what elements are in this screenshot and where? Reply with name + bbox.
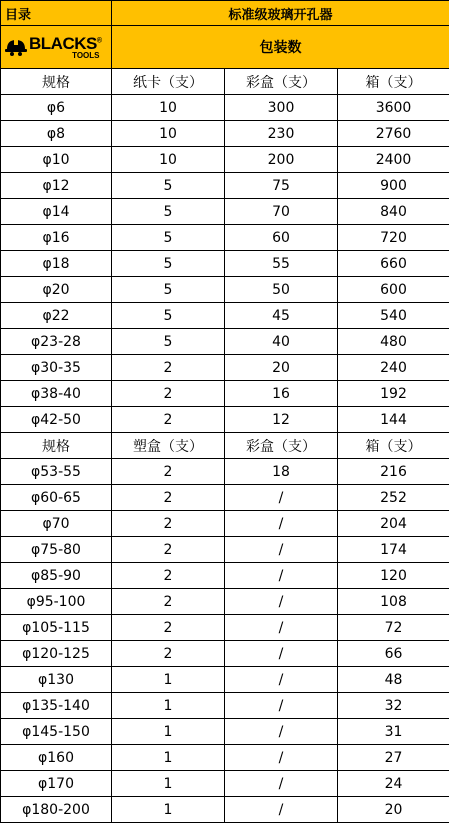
table-cell: 108	[338, 589, 449, 615]
table-cell: 20	[338, 797, 449, 823]
table-row	[1, 225, 449, 251]
table-cell: 50	[225, 277, 338, 303]
table-cell: φ53-55	[1, 459, 112, 485]
table-cell: 5	[112, 251, 225, 277]
table-row	[1, 355, 449, 381]
table-row	[1, 771, 449, 797]
table-cell: /	[225, 537, 338, 563]
table-cell: 66	[338, 641, 449, 667]
table-cell: 5	[112, 329, 225, 355]
table-cell: 5	[112, 303, 225, 329]
table-cell: φ145-150	[1, 719, 112, 745]
table-cell: φ20	[1, 277, 112, 303]
table-row	[1, 719, 449, 745]
table-cell: 2	[112, 407, 225, 433]
menu-link[interactable]: 目录	[1, 1, 112, 26]
table-cell: 60	[225, 225, 338, 251]
brand-cell	[1, 26, 112, 69]
table-cell: 24	[338, 771, 449, 797]
table-cell: 5	[112, 225, 225, 251]
table-row	[1, 485, 449, 511]
table-cell: φ22	[1, 303, 112, 329]
table-cell: 1	[112, 771, 225, 797]
table-cell: φ130	[1, 667, 112, 693]
table-cell: 600	[338, 277, 449, 303]
table-row	[1, 537, 449, 563]
table-cell: 2	[112, 459, 225, 485]
table-cell: 840	[338, 199, 449, 225]
table-cell: φ105-115	[1, 615, 112, 641]
table-row	[1, 251, 449, 277]
table-cell: 规格	[1, 69, 112, 95]
table-cell: /	[225, 745, 338, 771]
table-row	[1, 147, 449, 173]
table-cell: 900	[338, 173, 449, 199]
table-cell: 16	[225, 381, 338, 407]
table-row	[1, 641, 449, 667]
table-cell: /	[225, 667, 338, 693]
table-cell: 174	[338, 537, 449, 563]
table-cell: /	[225, 563, 338, 589]
table-cell: φ120-125	[1, 641, 112, 667]
table-cell: 塑盒（支）	[112, 433, 225, 459]
table-row	[1, 407, 449, 433]
table-cell: 2	[112, 589, 225, 615]
table-cell: 18	[225, 459, 338, 485]
table-cell: 箱（支）	[338, 433, 449, 459]
table-row	[1, 615, 449, 641]
table-cell: 230	[225, 121, 338, 147]
table-cell: /	[225, 589, 338, 615]
table-cell: 40	[225, 329, 338, 355]
table-row	[1, 199, 449, 225]
table-cell: 45	[225, 303, 338, 329]
table-cell: /	[225, 511, 338, 537]
section-title: 包装数	[112, 26, 449, 69]
table-cell: 72	[338, 615, 449, 641]
table-cell: 2	[112, 381, 225, 407]
table-row	[1, 459, 449, 485]
table-row	[1, 303, 449, 329]
table-cell: φ8	[1, 121, 112, 147]
table-header-row	[1, 433, 449, 459]
table-header-row	[1, 69, 449, 95]
table-cell: 纸卡（支）	[112, 69, 225, 95]
table-cell: 480	[338, 329, 449, 355]
table-cell: 720	[338, 225, 449, 251]
logo-text: BLACKS	[29, 33, 97, 53]
table-cell: 3600	[338, 95, 449, 121]
table-cell: φ160	[1, 745, 112, 771]
table-cell: φ38-40	[1, 381, 112, 407]
table-cell: 1	[112, 693, 225, 719]
table-cell: 32	[338, 693, 449, 719]
table-cell: 2	[112, 615, 225, 641]
table-cell: φ23-28	[1, 329, 112, 355]
table-cell: 70	[225, 199, 338, 225]
table-row	[1, 745, 449, 771]
table-cell: 20	[225, 355, 338, 381]
table-cell: 27	[338, 745, 449, 771]
table-cell: 5	[112, 277, 225, 303]
table-row	[1, 693, 449, 719]
table-cell: 规格	[1, 433, 112, 459]
table-cell: 2	[112, 537, 225, 563]
table-cell: /	[225, 719, 338, 745]
table-row	[1, 381, 449, 407]
table-cell: 200	[225, 147, 338, 173]
brand-row	[1, 26, 449, 69]
table-cell: φ170	[1, 771, 112, 797]
table-row	[1, 95, 449, 121]
table-cell: φ60-65	[1, 485, 112, 511]
table-row	[1, 173, 449, 199]
table-cell: /	[225, 797, 338, 823]
table-cell: 204	[338, 511, 449, 537]
table-cell: 192	[338, 381, 449, 407]
table-cell: /	[225, 641, 338, 667]
table-cell: 1	[112, 667, 225, 693]
table-cell: 2400	[338, 147, 449, 173]
table-cell: φ18	[1, 251, 112, 277]
logo-registered-mark: ®	[96, 36, 102, 44]
table-cell: 10	[112, 147, 225, 173]
page-title: 标准级玻璃开孔器	[112, 1, 449, 26]
table-cell: 10	[112, 95, 225, 121]
table-cell: /	[225, 485, 338, 511]
table-cell: 5	[112, 199, 225, 225]
table-cell: 2	[112, 511, 225, 537]
table-cell: 1	[112, 745, 225, 771]
table-cell: 75	[225, 173, 338, 199]
table-cell: 144	[338, 407, 449, 433]
table-cell: 箱（支）	[338, 69, 449, 95]
table-cell: 彩盒（支）	[225, 433, 338, 459]
table-cell: 12	[225, 407, 338, 433]
table-cell: φ75-80	[1, 537, 112, 563]
table-row	[1, 667, 449, 693]
header-row	[1, 1, 449, 26]
table-cell: 660	[338, 251, 449, 277]
table-cell: φ10	[1, 147, 112, 173]
table-cell: 1	[112, 797, 225, 823]
table-cell: /	[225, 693, 338, 719]
table-cell: φ12	[1, 173, 112, 199]
table-cell: 240	[338, 355, 449, 381]
table-cell: 540	[338, 303, 449, 329]
table-cell: 2	[112, 563, 225, 589]
table-cell: 2	[112, 641, 225, 667]
table-cell: 31	[338, 719, 449, 745]
table-row	[1, 797, 449, 823]
table-cell: 彩盒（支）	[225, 69, 338, 95]
table-cell: φ70	[1, 511, 112, 537]
table-row	[1, 121, 449, 147]
table-cell: 5	[112, 173, 225, 199]
table-cell: φ30-35	[1, 355, 112, 381]
hard-hat-icon	[5, 37, 27, 57]
table-row	[1, 589, 449, 615]
table-cell: 10	[112, 121, 225, 147]
blacks-logo	[1, 35, 111, 60]
table-cell: φ95-100	[1, 589, 112, 615]
table-cell: φ14	[1, 199, 112, 225]
table-cell: 2	[112, 485, 225, 511]
table-row	[1, 511, 449, 537]
table-cell: 2760	[338, 121, 449, 147]
table-cell: φ180-200	[1, 797, 112, 823]
table-cell: φ6	[1, 95, 112, 121]
table-cell: 216	[338, 459, 449, 485]
table-cell: φ16	[1, 225, 112, 251]
table-cell: φ135-140	[1, 693, 112, 719]
table-cell: 55	[225, 251, 338, 277]
table-row	[1, 329, 449, 355]
table-cell: /	[225, 771, 338, 797]
table-cell: 48	[338, 667, 449, 693]
table-cell: 1	[112, 719, 225, 745]
table-cell: 252	[338, 485, 449, 511]
table-cell: /	[225, 615, 338, 641]
table-cell: 120	[338, 563, 449, 589]
table-cell: φ85-90	[1, 563, 112, 589]
table-cell: 2	[112, 355, 225, 381]
table-cell: 300	[225, 95, 338, 121]
table-row	[1, 563, 449, 589]
table-cell: φ42-50	[1, 407, 112, 433]
table-row	[1, 277, 449, 303]
logo-subtext: TOOLS	[72, 50, 100, 60]
